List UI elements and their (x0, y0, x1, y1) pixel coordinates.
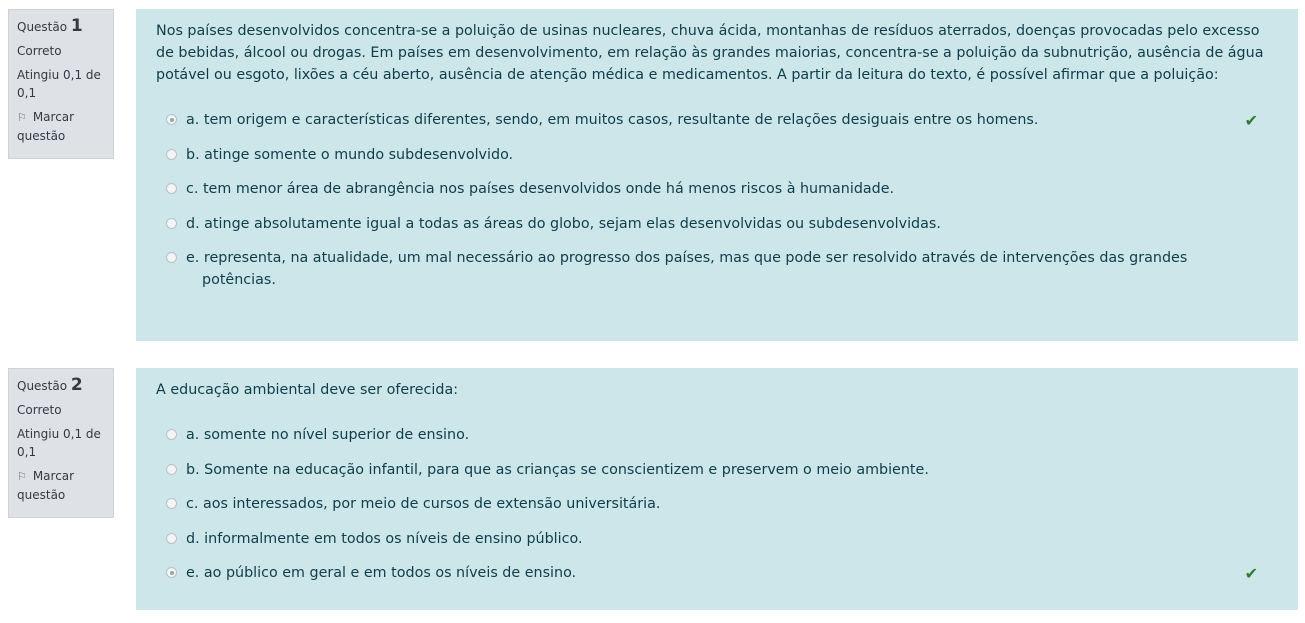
answer-option-c[interactable] (156, 493, 1278, 515)
question-status: Correto (17, 403, 62, 417)
question-number: 2 (70, 375, 83, 395)
answer-option-a[interactable] (156, 109, 1278, 131)
question-text: Nos países desenvolvidos concentra-se a poluição de usinas nucleares, chuva ácida, montanhas de resíduos aterrados, doenças provocadas pelo excesso de bebidas, álcool ou drogas. Em países em desenvolvimento, em relação às grandes maiorias, concentra-se a poluição da subnutrição, ausência de água potável ou esgoto, lixões a céu aberto, ausência de atenção médica e medicamentos. A partir da leitura do texto, é possível afirmar que a poluição: (156, 23, 1264, 83)
question-info (8, 368, 114, 518)
flag-question-link[interactable] (17, 108, 105, 145)
radio-button[interactable] (166, 218, 177, 229)
answer-text-continuation: potências. (202, 272, 276, 289)
answer-option-e[interactable] (156, 247, 1278, 291)
question-grade: Atingiu 0,1 de 0,1 (17, 68, 101, 100)
radio-button-selected[interactable] (166, 567, 177, 578)
question-text: A educação ambiental deve ser oferecida: (156, 382, 459, 398)
radio-button[interactable] (166, 429, 177, 440)
question-number-label: Questão 2 (17, 375, 83, 395)
radio-button[interactable] (166, 149, 177, 160)
answer-text: c. aos interessados, por meio de cursos de extensão universitária. (186, 496, 661, 513)
answer-text: a. tem origem e características diferentes, sendo, em muitos casos, resultante de relações desiguais entre os homens. (186, 112, 1039, 128)
radio-button[interactable] (166, 464, 177, 475)
answer-text: c. tem menor área de abrangência nos países desenvolvidos onde há menos riscos à humanidade. (186, 181, 895, 198)
answer-text: b. atinge somente o mundo subdesenvolvido. (186, 146, 514, 163)
answer-option-b[interactable] (156, 459, 1278, 481)
correct-check-icon: ✔ (1244, 111, 1258, 130)
answer-list (156, 109, 1278, 291)
answer-text: e. ao público em geral e em todos os níveis de ensino. (186, 565, 577, 582)
radio-button[interactable] (166, 498, 177, 509)
answer-text: d. informalmente em todos os níveis de ensino público. (186, 530, 583, 547)
flag-question-link[interactable] (17, 467, 105, 504)
answer-option-d[interactable] (156, 528, 1278, 550)
answer-option-d[interactable] (156, 213, 1278, 235)
flag-question-label: Marcar questão (17, 110, 75, 143)
answer-text: b. Somente na educação infantil, para que as crianças se conscientizem e preservem o meio ambiente. (186, 461, 929, 478)
question-number: 1 (70, 16, 83, 36)
answer-option-c[interactable] (156, 178, 1278, 200)
question-content (136, 368, 1298, 610)
radio-button[interactable] (166, 183, 177, 194)
question-grade: Atingiu 0,1 de 0,1 (17, 427, 101, 459)
answer-text: a. somente no nível superior de ensino. (186, 427, 470, 443)
correct-check-icon: ✔ (1244, 564, 1258, 584)
answer-text: e. representa, na atualidade, um mal necessário ao progresso dos países, mas que pode ser resolvido através de intervenções das grandes (186, 250, 1188, 267)
answer-option-b[interactable] (156, 144, 1278, 166)
flag-icon: ⚐ (17, 111, 27, 124)
radio-button[interactable] (166, 533, 177, 544)
answer-option-a[interactable] (156, 424, 1278, 446)
question-status: Correto (17, 44, 62, 58)
answer-option-e[interactable] (156, 562, 1278, 584)
radio-button-selected[interactable] (166, 114, 177, 125)
answer-text: d. atinge absolutamente igual a todas as áreas do globo, sejam elas desenvolvidas ou subdesenvolvidas. (186, 215, 941, 232)
flag-icon: ⚐ (17, 470, 27, 483)
question-number-label: Questão 1 (17, 16, 83, 36)
question-content (136, 9, 1298, 341)
question-info (8, 9, 114, 159)
radio-button[interactable] (166, 252, 177, 263)
flag-question-label: Marcar questão (17, 469, 75, 502)
answer-list (156, 424, 1278, 584)
